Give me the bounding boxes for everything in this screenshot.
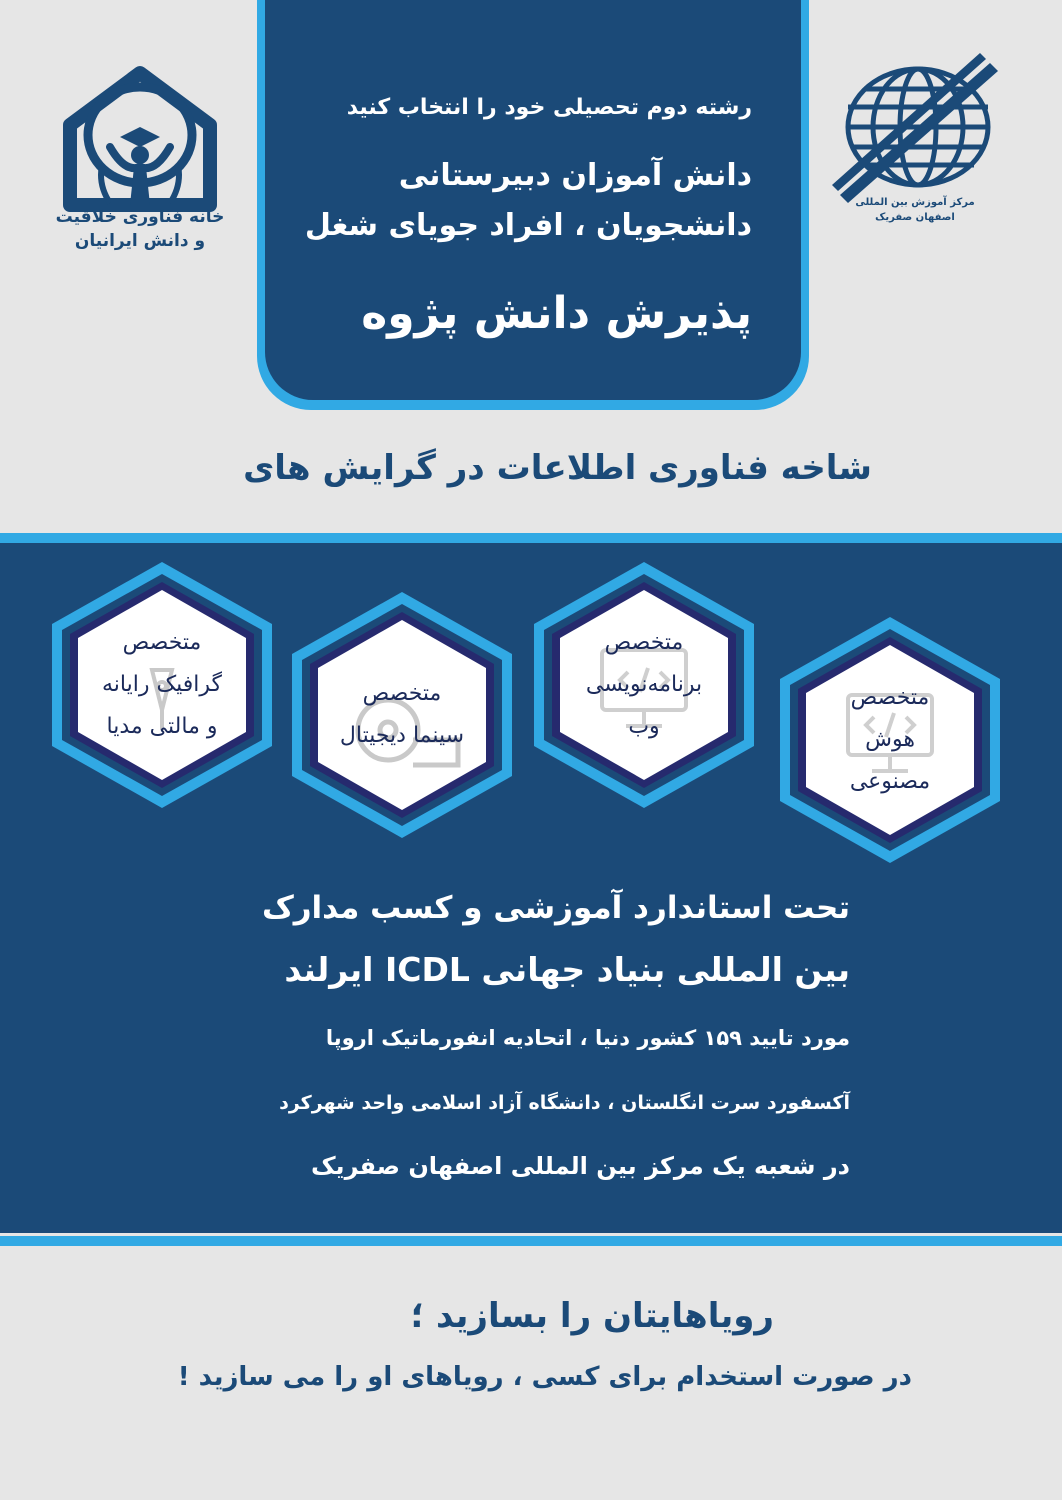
- specialty-line: متخصص: [604, 630, 684, 655]
- branch-heading: شاخه فناوری اطلاعات در گرایش های: [243, 448, 872, 488]
- specialty-line: هوش: [865, 727, 915, 752]
- specialty-line: متخصص: [850, 685, 930, 710]
- info-line-3: مورد تایید ۱۵۹ کشور دنیا ، اتحادیه انفورماتیک اروپا: [325, 1026, 850, 1050]
- specialty-line: وب: [628, 714, 660, 739]
- header-line-3: دانشجویان ، افراد جویای شغل: [304, 208, 752, 243]
- band-bottom-rule: [0, 1236, 1062, 1246]
- left-logo-caption: [30, 205, 250, 253]
- specialty-label: [550, 560, 738, 810]
- left-logo-line-2: و دانش ایرانیان: [74, 231, 206, 251]
- specialty-line: و مالتی مدیا: [106, 714, 218, 739]
- slogan-primary: رویاهایتان را بسازید ؛: [410, 1296, 774, 1336]
- specialty-label: [68, 560, 256, 810]
- header-card: [265, 0, 801, 400]
- info-line-1: تحت استاندارد آموزشی و کسب مدارک: [261, 890, 850, 926]
- specialty-hex-ai: [776, 615, 1004, 865]
- globe-logo-icon: [830, 45, 1000, 210]
- specialty-hex-cinema: [288, 590, 516, 840]
- right-logo-caption: [840, 195, 990, 225]
- right-logo-line-2: اصفهان صفریک: [875, 212, 955, 223]
- info-line-4: آکسفورد سرت انگلستان ، دانشگاه آزاد اسلامی واحد شهرکرد: [279, 1092, 850, 1114]
- header-title: پذیرش دانش پژوه: [361, 288, 752, 339]
- band-top-rule: [0, 533, 1062, 543]
- right-logo-line-1: مرکز آموزش بین المللی: [855, 197, 975, 208]
- header-line-2: دانش آموزان دبیرستانی: [398, 158, 752, 193]
- specialty-hex-graphics: [48, 560, 276, 810]
- info-line-5: در شعبه یک مرکز بین المللی اصفهان صفریک: [310, 1152, 850, 1180]
- specialty-line: متخصص: [362, 681, 442, 706]
- specialty-line: متخصص: [122, 630, 202, 655]
- left-logo-line-1: خانه فناوری خلاقیت: [55, 207, 225, 227]
- specialty-line: مصنوعی: [849, 769, 931, 794]
- specialty-hex-web: [530, 560, 758, 810]
- specialty-line: برنامه‌نویسی: [585, 672, 703, 697]
- specialty-label: [308, 590, 496, 840]
- specialty-line: گرافیک رایانه: [101, 672, 223, 697]
- specialty-label: [796, 615, 984, 865]
- header-line-1: رشته دوم تحصیلی خود را انتخاب کنید: [346, 95, 752, 120]
- specialty-line: سینما دیجیتال: [339, 723, 465, 748]
- info-line-2: بین المللی بنیاد جهانی ICDL ایرلند: [284, 950, 850, 989]
- slogan-secondary: در صورت استخدام برای کسی ، رویاهای او را می سازید !: [177, 1362, 912, 1392]
